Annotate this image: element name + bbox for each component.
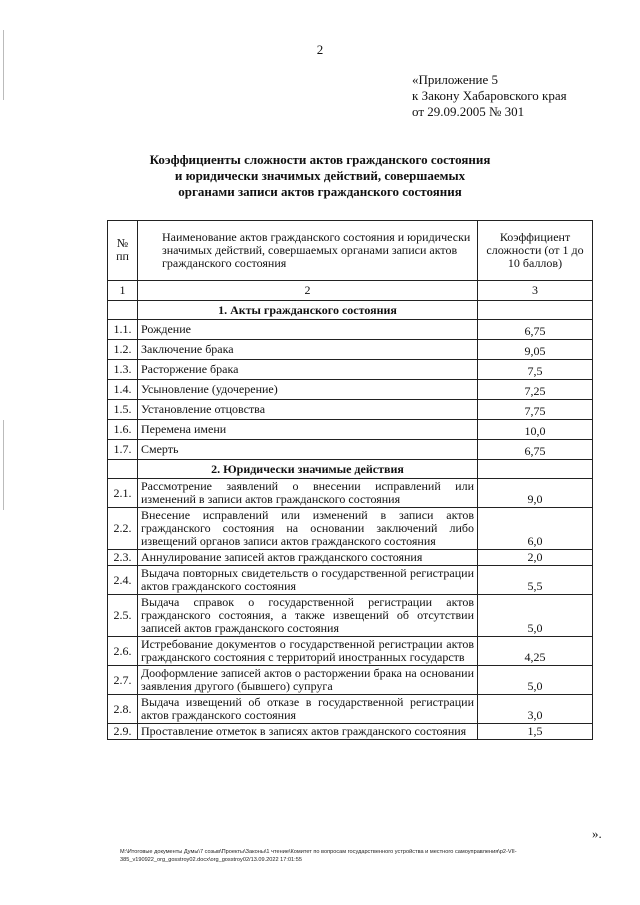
row-name: Проставление отметок в записях актов гражданского состояния [138,724,478,740]
margin-scan-mark [3,30,4,100]
coefficients-table [107,220,593,740]
section-row [108,460,593,479]
table-body [108,221,593,740]
row-name: Внесение исправлений или изменений в записи актов гражданского состояния на основании заключений либо извещений органов записи актов гражданского состояния [138,508,478,550]
row-number: 2.1. [108,479,138,508]
section-title: 2. Юридически значимые действия [138,460,478,479]
table-row [108,380,593,400]
section-empty-cell [108,460,138,479]
header-num: № пп [108,221,138,281]
table-row [108,666,593,695]
column-number: 3 [478,281,593,301]
appendix-line: к Закону Хабаровского края [412,88,567,103]
row-number: 1.5. [108,400,138,420]
row-number: 2.3. [108,550,138,566]
row-number: 1.4. [108,380,138,400]
row-coefficient: 7,5 [478,360,593,380]
row-name: Усыновление (удочерение) [138,380,478,400]
row-name: Расторжение брака [138,360,478,380]
row-coefficient: 1,5 [478,724,593,740]
row-number: 2.2. [108,508,138,550]
header-coef: Коэффициент сложности (от 1 до 10 баллов) [478,221,593,281]
document-title [100,152,540,200]
row-number: 2.6. [108,637,138,666]
row-name: Заключение брака [138,340,478,360]
row-number: 2.5. [108,595,138,637]
table-row [108,566,593,595]
row-name: Рассмотрение заявлений о внесении исправлений или изменений в записи актов гражданского состояния [138,479,478,508]
section-row [108,301,593,320]
row-coefficient: 6,75 [478,320,593,340]
row-coefficient: 4,25 [478,637,593,666]
row-number: 1.2. [108,340,138,360]
row-coefficient: 7,25 [478,380,593,400]
row-number: 1.3. [108,360,138,380]
section-empty-cell [108,301,138,320]
row-coefficient: 6,75 [478,440,593,460]
table-row [108,479,593,508]
appendix-line: «Приложение 5 [412,72,499,87]
row-coefficient: 6,0 [478,508,593,550]
row-name: Дооформление записей актов о расторжении брака на основании заявления другого (бывшего) супруга [138,666,478,695]
table-row [108,360,593,380]
closing-quote: ». [592,826,602,841]
row-coefficient: 5,0 [478,595,593,637]
table-row [108,420,593,440]
section-empty-cell [478,301,593,320]
title-line: Коэффициенты сложности актов гражданского состояния [149,152,491,167]
table-header-row [108,221,593,281]
row-coefficient: 9,0 [478,479,593,508]
row-name: Выдача извещений об отказе в государственной регистрации актов гражданского состояния [138,695,478,724]
margin-scan-mark [3,420,4,510]
title-line: органами записи актов гражданского состояния [178,184,462,199]
table-row [108,595,593,637]
row-name: Истребование документов о государственной регистрации актов гражданского состояния с территорий иностранных государств [138,637,478,666]
row-name: Выдача справок о государственной регистрации актов гражданского состояния, а также извещений об отсутствии записей актов гражданского состояния [138,595,478,637]
table-row [108,637,593,666]
column-number-row [108,281,593,301]
row-name: Установление отцовства [138,400,478,420]
page-number: 2 [316,42,324,57]
header-name: Наименование актов гражданского состояния и юридически значимых действий, совершаемых органами записи актов гражданского состояния [138,221,478,281]
row-coefficient: 5,5 [478,566,593,595]
table-row [108,550,593,566]
row-number: 2.4. [108,566,138,595]
row-name: Рождение [138,320,478,340]
row-number: 1.7. [108,440,138,460]
title-line: и юридически значимых действий, совершаемых [174,168,466,183]
row-number: 1.1. [108,320,138,340]
row-name: Выдача повторных свидетельств о государственной регистрации актов гражданского состояния [138,566,478,595]
table-row [108,440,593,460]
row-number: 2.8. [108,695,138,724]
column-number: 2 [138,281,478,301]
table-row [108,320,593,340]
table-row [108,400,593,420]
table-row [108,695,593,724]
section-title: 1. Акты гражданского состояния [138,301,478,320]
row-name: Смерть [138,440,478,460]
row-number: 2.7. [108,666,138,695]
file-path-footer: M:\Итоговые документы Думы\7 созыв\Проекты\Законы\1 чтение\Комитет по вопросам государственного устройства и местного самоуправления\р2-VII-385_v190922_org_gosstroy02.docx\org_gosstroy02/13.09.2022 17:01:55 [120,849,517,863]
table-row [108,508,593,550]
table-row [108,340,593,360]
row-name: Аннулирование записей актов гражданского состояния [138,550,478,566]
row-name: Перемена имени [138,420,478,440]
appendix-line: от 29.09.2005 № 301 [412,104,525,119]
row-number: 2.9. [108,724,138,740]
row-coefficient: 7,75 [478,400,593,420]
row-coefficient: 10,0 [478,420,593,440]
column-number: 1 [108,281,138,301]
row-coefficient: 5,0 [478,666,593,695]
table-row [108,724,593,740]
row-number: 1.6. [108,420,138,440]
row-coefficient: 9,05 [478,340,593,360]
row-coefficient: 3,0 [478,695,593,724]
section-empty-cell [478,460,593,479]
row-coefficient: 2,0 [478,550,593,566]
appendix-reference [412,72,567,120]
